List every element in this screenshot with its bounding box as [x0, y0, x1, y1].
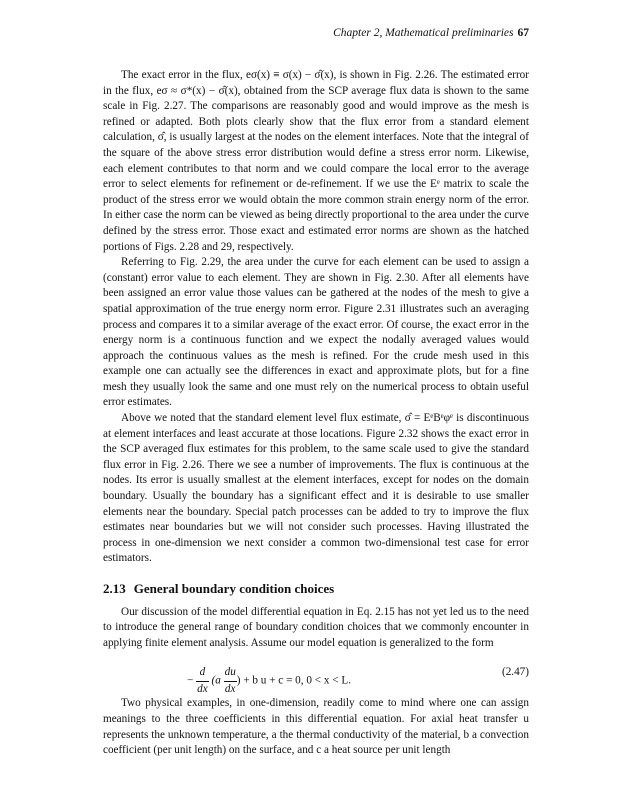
page-body: [103, 68, 529, 759]
section-heading: [103, 581, 529, 597]
paragraph: Above we noted that the standard element level flux estimate, σ̂ = EᵉBᵉφᵉ is discontinuous at element interfaces and least accurate at those locations. Figure 2.32 shows the exact error in the SCP averaged flux estimates for this problem, to the same scale used to give the standard flux error in Fig. 2.26. There we see a number of improvements. The flux is continuous at the nodes. Its error is usually smallest at the element interfaces, except for nodes on the domain boundary. Usually the boundary has a significant effect and it is desirable to use smaller elements near the boundary. Special patch processes can be added to try to improve the flux estimates near boundaries but we will not consider such processes. Having illustrated the process in one-dimension we next consider a common two-dimensional test case for error estimators.: [103, 412, 529, 565]
equation-number: (2.47): [501, 666, 529, 679]
eq-close: ): [236, 675, 241, 688]
eq-den: dx: [224, 682, 236, 695]
section-number: 2.13: [103, 581, 126, 596]
running-header: [333, 27, 529, 39]
section-title: General boundary condition choices: [133, 581, 335, 596]
eq-open: (a: [211, 675, 221, 688]
eq-den: dx: [197, 682, 208, 695]
running-title: Chapter 2, Mathematical preliminaries: [333, 27, 514, 39]
eq-fraction-d-dx: [196, 665, 209, 697]
paragraph: The exact error in the flux, eσ(x) ≡ σ(x) − σ̂(x), is shown in Fig. 2.26. The estimated error in the flux, eσ ≈ σ*(x) − σ̂(x), obtained from the SCP average flux data is shown to the same scale in Fig. 2.27. The comparisons are reasonably good and would improve as the mesh is refined or adapted. Both plots clearly show that the flux error from a standard element calculation, σ̂, is usually largest at the nodes on the element interfaces. Note that the integral of the square of the above stress error distribution would define a stress error norm. Likewise, each element contributes to that norm and we could compare the local error to the average error to select elements for refinement or de-refinement. If we use the Eᵉ matrix to scale the product of the stress error we would obtain the more common strain energy norm of the error. In either case the norm can be viewed as being directly proportional to the area under the curve defined by the stress error. Those exact and estimated error norms are shown as the hatched portions of Figs. 2.28 and 29, respectively.: [103, 69, 529, 253]
eq-fraction-du-dx: [224, 665, 237, 697]
page-number: 67: [517, 27, 529, 39]
paragraph: Two physical examples, in one-dimension, readily come to mind where one can assign meanings to the three coefficients in this differential equation. For axial heat transfer u represents the unknown temperature, a the thermal conductivity of the material, b a convection coefficient (per unit length) on the surface, and c a heat source per unit length: [103, 697, 529, 757]
paragraph: Referring to Fig. 2.29, the area under the curve for each element can be used to assign a (constant) error value to each element. They are shown in Fig. 2.30. After all elements have been assigned an error value those values can be gathered at the nodes of the mesh to give a spatial approximation of the true energy norm error. Figure 2.31 illustrates such an averaging process and compares it to a similar average of the exact error. Of course, the exact error in the energy norm is a continuous function and we expect the nodally averaged values would approach the continuous values as the mesh is refined. For the crude mesh used in this example one can actually see the differences in exact and approximate plots, but for a fine mesh they usually look the same and one must rely on the numerical process to obtain useful error estimates.: [103, 256, 529, 409]
equation-expression: [187, 665, 351, 697]
eq-rest: + b u + c = 0, 0 < x < L.: [243, 675, 351, 688]
eq-num: du: [224, 665, 237, 682]
equation: [103, 653, 529, 693]
paragraph: Our discussion of the model differential equation in Eq. 2.15 has not yet led us to the need to introduce the general range of boundary condition choices that we commonly encounter in applying finite element analysis. Assume our model equation is generalized to the form: [103, 605, 529, 649]
eq-minus: −: [187, 675, 194, 688]
eq-num: d: [196, 665, 209, 682]
